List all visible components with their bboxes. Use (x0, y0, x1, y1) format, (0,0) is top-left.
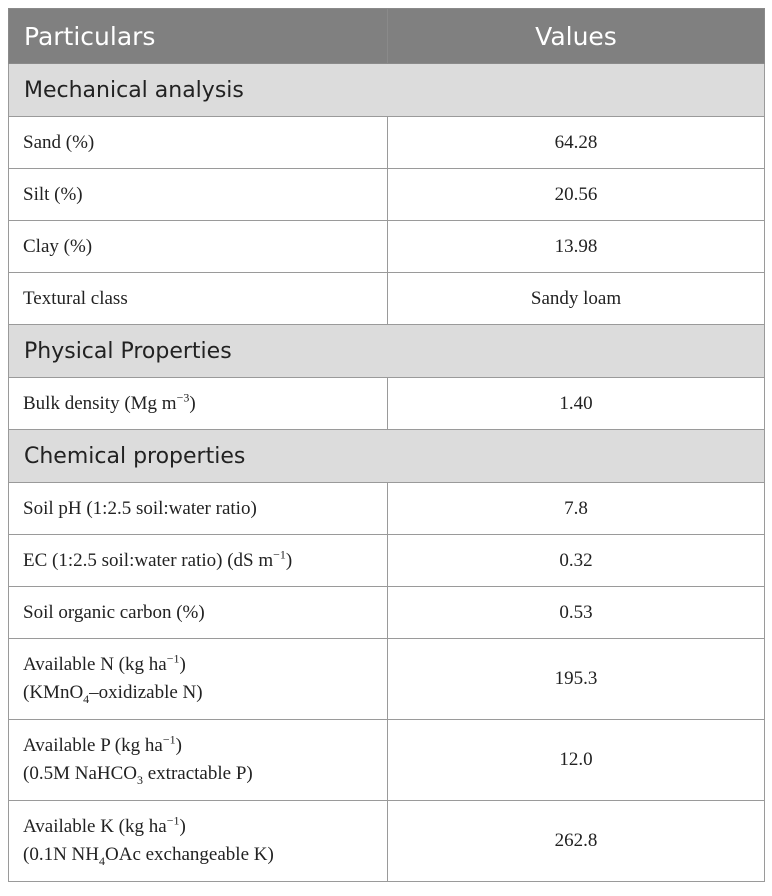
row-value: 0.53 (388, 587, 765, 639)
table-row (9, 587, 765, 639)
row-value: 12.0 (388, 720, 765, 801)
section-header-physical (9, 325, 765, 378)
table-header-row (9, 9, 765, 64)
row-label: Silt (%) (9, 169, 388, 221)
section-header-mechanical (9, 64, 765, 117)
row-value: 1.40 (388, 378, 765, 430)
row-label: Soil organic carbon (%) (9, 587, 388, 639)
table-row (9, 117, 765, 169)
row-value: 0.32 (388, 535, 765, 587)
soil-properties-table-container (8, 8, 765, 882)
table-row (9, 639, 765, 720)
header-particulars: Particulars (9, 9, 388, 64)
row-value: 13.98 (388, 221, 765, 273)
row-label: Bulk density (Mg $m^{-3}$) (9, 378, 388, 430)
row-value: 64.28 (388, 117, 765, 169)
section-header-chemical (9, 430, 765, 483)
table-row (9, 273, 765, 325)
table-row (9, 535, 765, 587)
row-value: 262.8 (388, 801, 765, 882)
section-title: Physical Properties (9, 325, 765, 378)
table-row (9, 221, 765, 273)
row-label: Soil pH (1:2.5 soil:water ratio) (9, 483, 388, 535)
row-label: Available P (kg $ha^{-1}$) (0.5M NaHCO$_3$ extractable P) (9, 720, 388, 801)
header-values: Values (388, 9, 765, 64)
table-row (9, 378, 765, 430)
row-label: Sand (%) (9, 117, 388, 169)
section-title: Mechanical analysis (9, 64, 765, 117)
section-title: Chemical properties (9, 430, 765, 483)
row-label: Available K (kg $ha^{-1}$) (0.1N $NH_4OAc$ exchangeable K) (9, 801, 388, 882)
row-value: 195.3 (388, 639, 765, 720)
table-row (9, 483, 765, 535)
table-row (9, 801, 765, 882)
table-row (9, 169, 765, 221)
row-value: Sandy loam (388, 273, 765, 325)
row-label: EC (1:2.5 soil:water ratio) (dS $m^{-1}$) (9, 535, 388, 587)
table-row (9, 720, 765, 801)
soil-properties-table (8, 8, 765, 882)
row-value: 7.8 (388, 483, 765, 535)
row-label: Textural class (9, 273, 388, 325)
row-label: Available N (kg $ha^{-1}$) (KMnO$_4$–oxidizable N) (9, 639, 388, 720)
row-value: 20.56 (388, 169, 765, 221)
row-label: Clay (%) (9, 221, 388, 273)
